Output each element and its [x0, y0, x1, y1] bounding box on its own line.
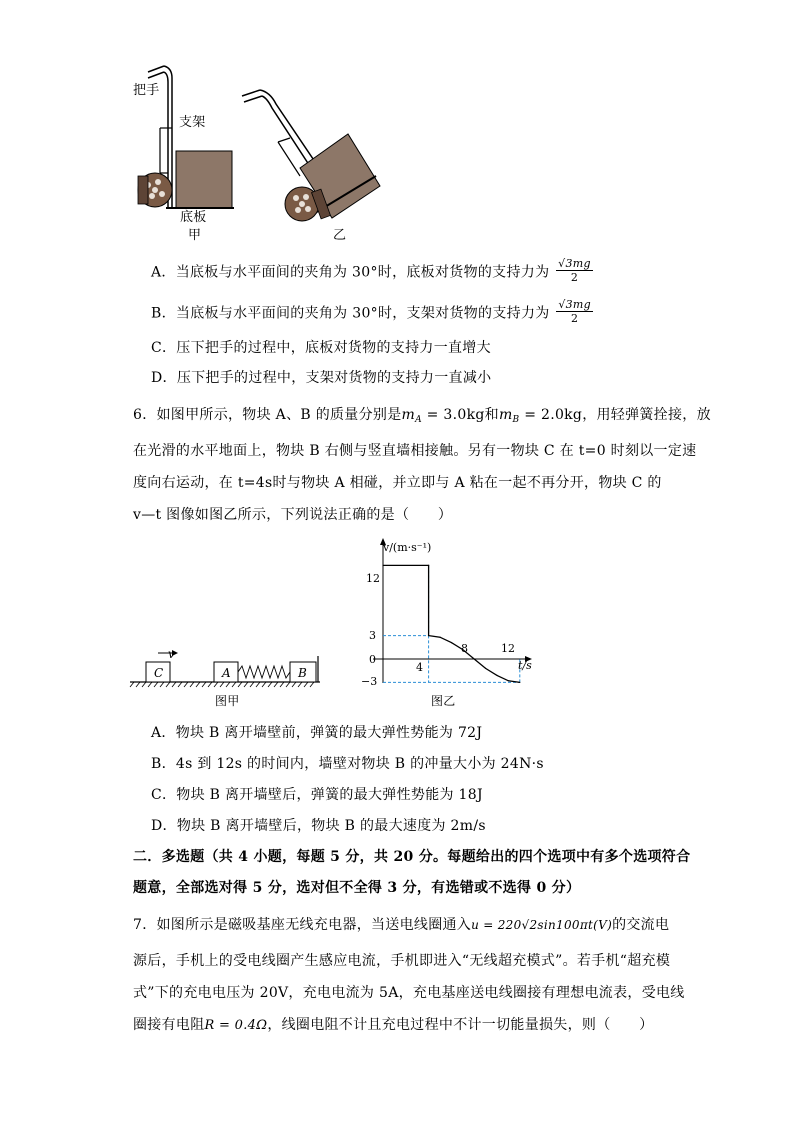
chart-point-8: [496, 675, 497, 676]
label-base: 底板: [180, 210, 207, 225]
chart-point-3: [439, 637, 440, 638]
q6-option-d: D．物块 B 离开墙壁后，物块 B 的最大速度为 2m/s: [151, 818, 486, 834]
chart-xtick-4: 4: [416, 661, 423, 674]
caption-jia: 甲: [188, 228, 202, 243]
q7-line-4: 圈接有电阻R = 0.4Ω，线圈电阻不计且充电过程中不计一切能量损失，则（ ）: [133, 1017, 654, 1033]
fraction: $\frac{√3mg}{2}$: [558, 298, 592, 325]
chart-xlabel: t/s: [518, 659, 532, 672]
q7-line-3: 式”下的充电电压为 20V，充电电流为 5A，充电基座送电线圈接有理想电流表，受电线: [133, 985, 685, 1001]
chart-point-7: [485, 668, 486, 669]
caption-yi: 乙: [333, 228, 347, 243]
q5-option-b: B．当底板与水平面间的夹角为 30°时，支架对货物的支持力为 $\frac{√3mg}{2}$: [151, 298, 592, 325]
chart-point-6: [474, 658, 475, 659]
label-support: 支架: [179, 115, 206, 130]
q5-option-a: A．当底板与水平面间的夹角为 30°时，底板对货物的支持力为 $\frac{√3mg}{2}$: [151, 257, 591, 284]
chart-ytick-12: 12: [366, 572, 380, 585]
caption-fig-yi: 图乙: [431, 694, 456, 708]
label-handle: 把手: [133, 83, 160, 98]
chart-point-9: [508, 680, 509, 681]
q6-line-4: v—t 图像如图乙所示，下列说法正确的是（ ）: [133, 507, 453, 523]
q6-option-a: A．物块 B 离开墙壁前，弹簧的最大弹性势能为 72J: [151, 725, 483, 741]
q6-option-b: B．4s 到 12s 的时间内，墙壁对物块 B 的冲量大小为 24N·s: [151, 756, 544, 772]
chart-series-line: [383, 565, 520, 682]
chart-ylabel: v/(m·s⁻¹): [383, 541, 432, 554]
label-block-b: B: [298, 666, 308, 680]
chart-ytick-0: 0: [369, 653, 376, 666]
cart-yi: [242, 90, 380, 221]
chart-point-10: [519, 682, 520, 683]
q6-line-3: 度向右运动，在 t=4s时与物块 A 相碰，并立即与 A 粘在一起不再分开，物块 C 的: [133, 475, 662, 491]
q7-resistance: R = 0.4Ω: [204, 1018, 268, 1033]
caption-fig-jia: 图甲: [215, 694, 240, 708]
section2-heading-line-1: 二．多选题（共 4 小题，每题 5 分，共 20 分。每题给出的四个选项中有多个选项符合: [133, 849, 691, 865]
label-v-arrow: v: [168, 647, 176, 661]
chart-point-1: [428, 565, 429, 566]
q7-formula: u = 220√2sin100πt(V): [471, 918, 613, 932]
q5-option-c: C．压下把手的过程中，底板对货物的支持力一直增大: [151, 340, 491, 356]
q5-option-d: D．压下把手的过程中，支架对货物的支持力一直减小: [151, 370, 492, 386]
fraction: $\frac{√3mg}{2}$: [558, 257, 591, 284]
chart-point-0: [382, 565, 383, 566]
q6-option-c: C．物块 B 离开墙壁后，弹簧的最大弹性势能为 18J: [151, 787, 483, 803]
vt-chart-layer: [373, 538, 532, 683]
q7-line-2: 源后，手机上的受电线圈产生感应电流，手机即进入“无线超充模式”。若手机“超充模: [133, 953, 671, 969]
label-block-c: C: [154, 666, 164, 680]
chart-xtick-8: 8: [461, 642, 468, 655]
chart-point-2: [428, 635, 429, 636]
chart-point-4: [451, 642, 452, 643]
chart-xtick-12: 12: [501, 642, 515, 655]
q6-line-2: 在光滑的水平地面上，物块 B 右侧与竖直墙相接触。另有一物块 C 在 t=0 时刻以一定速: [133, 443, 697, 459]
q7-line-1: 7．如图所示是磁吸基座无线充电器，当送电线圈通入u = 220√2sin100πt(V)的交流电: [133, 917, 670, 933]
hand-cart-figure: [120, 58, 400, 248]
chart-ytick-m3: −3: [361, 675, 378, 688]
q6-line-1: 6．如图甲所示，物块 A、B 的质量分别是$m_A = 3.0kg$和$m_B = 2.0kg$，用轻弹簧拴接，放: [133, 407, 711, 425]
vt-chart: [355, 535, 545, 700]
chart-ytick-3: 3: [369, 629, 376, 642]
label-block-a: A: [222, 666, 231, 680]
section2-heading-line-2: 题意，全部选对得 5 分，选对但不全得 3 分，有选错或不选得 0 分）: [133, 880, 581, 896]
